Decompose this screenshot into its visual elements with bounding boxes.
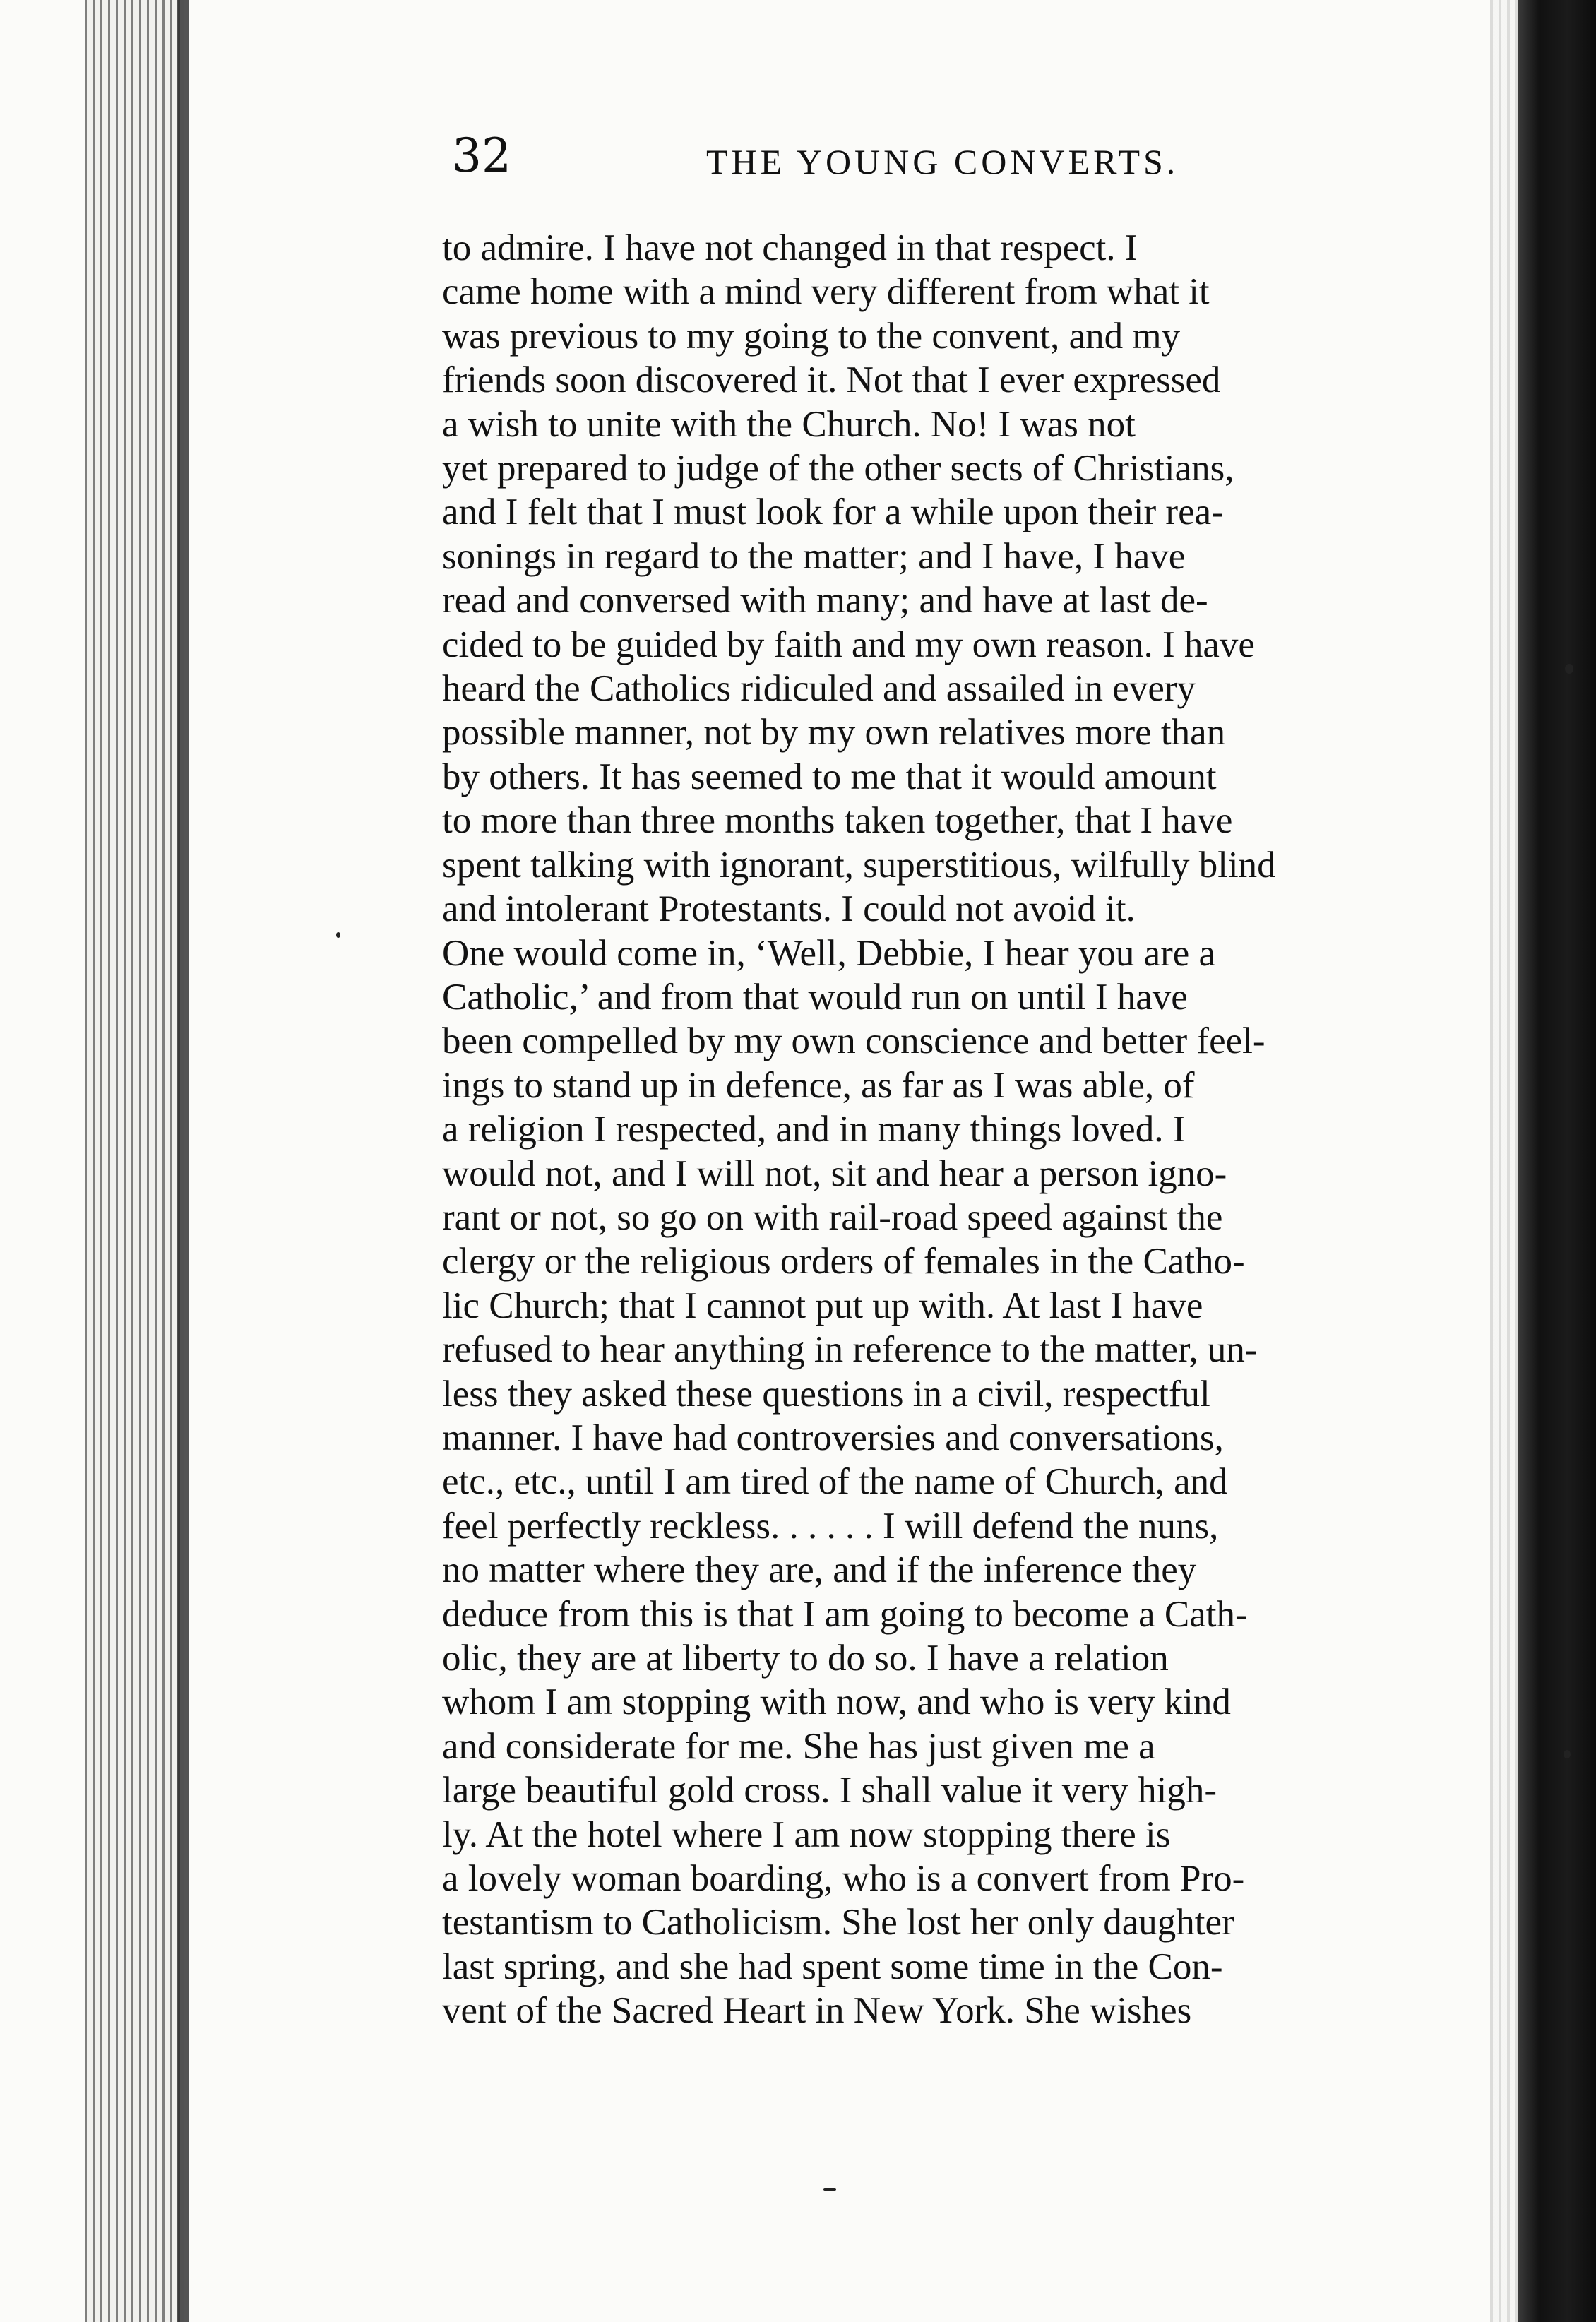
- page-stack-right-edge: [1490, 0, 1518, 2322]
- page-stack-left-edge: [85, 0, 184, 2322]
- scan-border-right: [1518, 0, 1596, 2322]
- page-header: [452, 124, 1455, 188]
- scan-speck: [336, 932, 340, 938]
- body-text: to admire. I have not changed in that respect. I came home with a mind very different from what it was previous to my going to the convent, and my friends soon discovered it. Not that I ever expressed a wish to unite with the Church. No! I was not yet prepared to judge of the other sects of Christians, and I felt that I must look for a while upon their rea- sonings in regard to the matter; and I have, I have read and conversed with many; and have at last de- cided to be guided by faith and my own reason. I have heard the Catholics ridiculed and assailed in every possible manner, not by my own relatives more than by others. It has seemed to me that it would amount to more than three months taken together, that I have spent talking with ignorant, superstitious, wilfully blind and intolerant Protestants. I could not avoid it. One would come in, ‘Well, Debbie, I hear you are a Catholic,’ and from that would run on until I have been compelled by my own conscience and better feel- ings to stand up in defence, as far as I was able, of a religion I respected, and in many things loved. I would not, and I will not, sit and hear a person igno- rant or not, so go on with rail-road speed against the clergy or the religious orders of females in the Catho- lic Church; that I cannot put up with. At last I have refused to hear anything in reference to the matter, un- less they asked these questions in a civil, respectful manner. I have had controversies and conversations, etc., etc., until I am tired of the name of Church, and feel perfectly reckless. . . . . . I will defend the nuns, no matter where they are, and if the inference they deduce from this is that I am going to become a Cath- olic, they are at liberty to do so. I have a relation whom I am stopping with now, and who is very kind and considerate for me. She has just given me a large beautiful gold cross. I shall value it very high- ly. At the hotel where I am now stopping there is a lovely woman boarding, who is a convert from Pro- testantism to Catholicism. She lost her only daughter last spring, and she had spent some time in the Con- vent of the Sacred Heart in New York. She wishes: [442, 227, 1276, 2032]
- scan-speck: [823, 2188, 836, 2191]
- running-head: THE YOUNG CONVERTS.: [706, 142, 1179, 181]
- binding-gutter: [177, 0, 189, 2322]
- scan-speck: [1565, 664, 1573, 674]
- scan-speck: [1564, 1750, 1571, 1758]
- page-number: 32: [452, 129, 511, 183]
